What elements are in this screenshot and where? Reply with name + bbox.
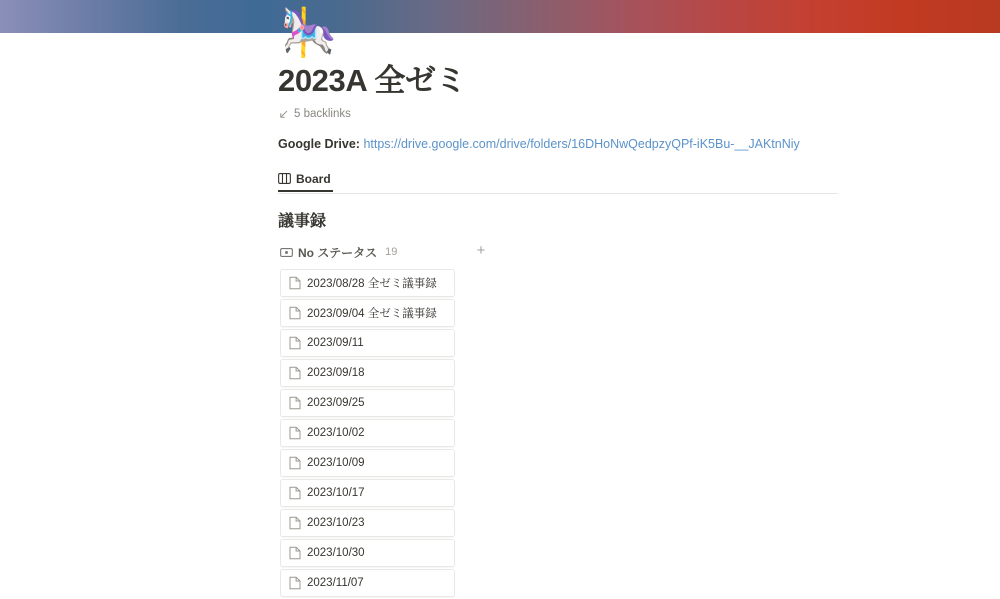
- property-name: Google Drive:: [278, 137, 360, 151]
- page-icon: [289, 366, 301, 380]
- page-icon: [289, 576, 301, 590]
- backlinks[interactable]: [278, 108, 838, 120]
- board-card[interactable]: [280, 389, 455, 417]
- board-card-label: 2023/09/11: [307, 337, 364, 349]
- page-icon: [289, 486, 301, 500]
- board-column-cards: [280, 269, 455, 597]
- page-emoji-icon[interactable]: 🎠: [280, 6, 338, 58]
- board-column-header: [280, 241, 486, 263]
- backlinks-label: 5 backlinks: [294, 108, 351, 120]
- page-icon: [289, 396, 301, 410]
- board-card[interactable]: [280, 479, 455, 507]
- view-tabbar: [278, 167, 838, 194]
- page-icon: [289, 276, 301, 290]
- page-content: [278, 62, 838, 599]
- board-card[interactable]: [280, 269, 455, 297]
- board-card-label: 2023/08/28 全ゼミ議事録: [307, 278, 437, 290]
- page-icon: [289, 456, 301, 470]
- page-icon: [289, 546, 301, 560]
- board-card[interactable]: [280, 359, 455, 387]
- board-card-label: 2023/10/02: [307, 427, 365, 439]
- board-card[interactable]: [280, 569, 455, 597]
- add-card-button[interactable]: +: [476, 242, 486, 259]
- page-icon: [289, 516, 301, 530]
- arrow-down-left-icon: [278, 109, 289, 120]
- board-card-label: 2023/09/18: [307, 367, 365, 379]
- board-card-label: 2023/10/09: [307, 457, 365, 469]
- board-card-label: 2023/09/25: [307, 397, 365, 409]
- page-icon: [289, 426, 301, 440]
- page-cover-image: [0, 0, 1000, 33]
- board-column-name: No ステータス: [298, 245, 378, 260]
- board-icon: [278, 173, 291, 184]
- board-card-label: 2023/10/23: [307, 517, 365, 529]
- page-icon: [289, 336, 301, 350]
- board-card-label: 2023/10/17: [307, 487, 365, 499]
- no-status-icon: [280, 246, 293, 259]
- board-card[interactable]: [280, 329, 455, 357]
- board-column-count: 19: [385, 246, 398, 258]
- board-card[interactable]: [280, 509, 455, 537]
- property-row-google-drive: [278, 135, 838, 153]
- board-card[interactable]: [280, 419, 455, 447]
- page-icon: [289, 306, 301, 320]
- board-card[interactable]: [280, 539, 455, 567]
- tab-label: Board: [296, 171, 331, 186]
- property-value-link[interactable]: https://drive.google.com/drive/folders/16DHoNwQedpzyQPf-iK5Bu-__JAKtnNiy: [363, 137, 800, 151]
- board-card[interactable]: [280, 449, 455, 477]
- page-title[interactable]: 2023A 全ゼミ: [278, 63, 467, 98]
- tab-board[interactable]: [278, 167, 333, 192]
- board-card-label: 2023/09/04 全ゼミ議事録: [307, 308, 437, 320]
- board-view: [280, 241, 838, 597]
- board-title[interactable]: 議事録: [278, 213, 327, 230]
- board-card[interactable]: [280, 299, 455, 327]
- board-card-label: 2023/11/07: [307, 577, 364, 589]
- board-card-label: 2023/10/30: [307, 547, 365, 559]
